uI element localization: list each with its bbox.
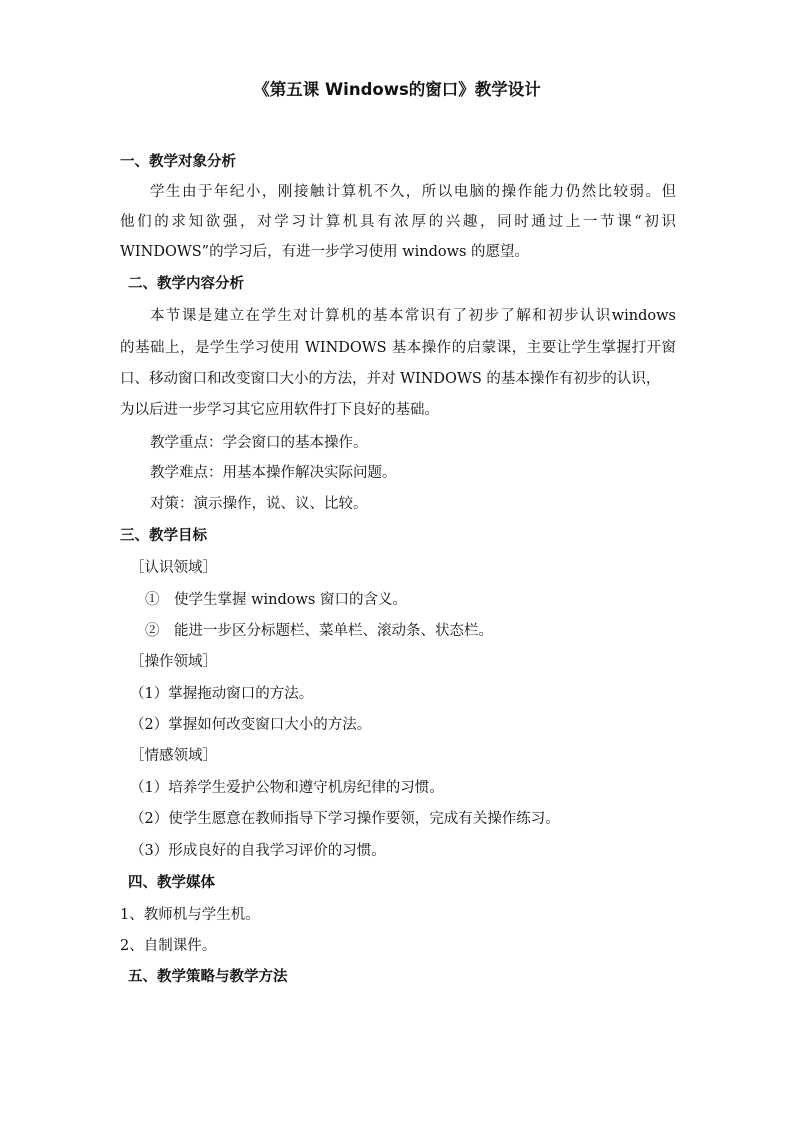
objective-item: ② 能进一步区分标题栏、菜单栏、滚动条、状态栏。 [145, 623, 493, 639]
paragraph-line: WINDOWS”的学习后，有进一步学习使用 windows 的愿望。 [120, 244, 530, 260]
section-heading-content: 二、教学内容分析 [128, 276, 244, 292]
paragraph-line: 的基础上，是学生学习使用 WINDOWS 基本操作的启蒙课，主要让学生掌握打开窗 [120, 340, 676, 356]
section-heading-audience: 一、教学对象分析 [120, 154, 236, 170]
objective-item: （1）掌握拖动窗口的方法。 [130, 686, 314, 702]
paragraph-line: 本节课是建立在学生对计算机的基本常识有了初步了解和初步认识windows [150, 308, 676, 324]
objective-item: （1）培养学生爱护公物和遵守机房纪律的习惯。 [130, 780, 444, 796]
objective-item: （2）使学生愿意在教师指导下学习操作要领，完成有关操作练习。 [130, 811, 560, 827]
media-item: 2、自制课件。 [120, 938, 217, 954]
paragraph-line: 口、移动窗口和改变窗口大小的方法，并对 WINDOWS 的基本操作有初步的认识， [120, 371, 661, 387]
section-heading-objectives: 三、教学目标 [120, 528, 207, 544]
objective-item: ① 使学生掌握 windows 窗口的含义。 [145, 592, 407, 608]
paragraph-line: 学生由于年纪小，刚接触计算机不久，所以电脑的操作能力仍然比较弱。但 [150, 184, 676, 200]
difficulty-point: 教学难点：用基本操作解决实际问题。 [150, 465, 397, 481]
domain-label-emotion: ［情感领域］ [130, 748, 217, 764]
strategy-point: 对策：演示操作，说、议、比较。 [150, 496, 368, 512]
objective-item: （2）掌握如何改变窗口大小的方法。 [130, 717, 372, 733]
key-point: 教学重点：学会窗口的基本操作。 [150, 435, 368, 451]
objective-item: （3）形成良好的自我学习评价的习惯。 [130, 843, 386, 859]
paragraph-line: 他们的求知欲强，对学习计算机具有浓厚的兴趣，同时通过上一节课“初识 [120, 214, 676, 230]
section-heading-methods: 五、教学策略与教学方法 [128, 969, 288, 985]
domain-label-operation: ［操作领域］ [130, 654, 217, 670]
media-item: 1、教师机与学生机。 [120, 907, 260, 923]
domain-label-cognitive: ［认识领域］ [130, 560, 217, 576]
document-title: 《第五课 Windows的窗口》教学设计 [253, 80, 541, 99]
paragraph-line: 为以后进一步学习其它应用软件打下良好的基础。 [120, 402, 439, 418]
section-heading-media: 四、教学媒体 [128, 875, 215, 891]
